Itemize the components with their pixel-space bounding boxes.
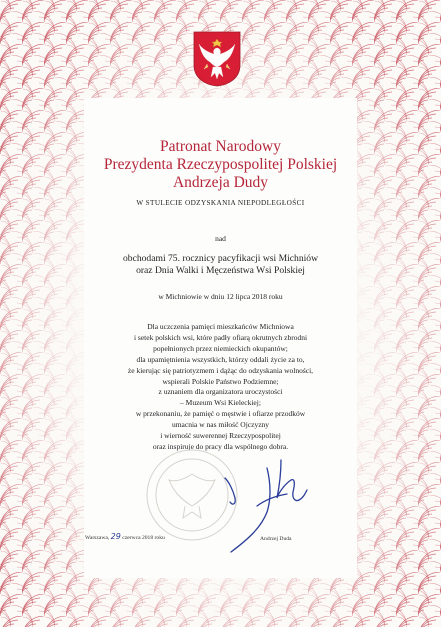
body-line: umacnia w nas miłość Ojczyzny — [171, 420, 270, 430]
issue-place: Warszawa, — [85, 535, 110, 541]
body-line: i setek polskich wsi, które padły ofiarą okrutnych zbrodni — [133, 332, 308, 342]
dedication-text — [0, 322, 441, 453]
polish-eagle-emblem-icon — [193, 31, 241, 87]
title-line-3: Andrzeja Dudy — [172, 174, 269, 191]
subtitle: W STULECIE ODZYSKANIA NIEPODLEGŁOŚCI — [136, 199, 305, 207]
body-line: dla upamiętnienia wszystkich, którzy oddali życie za to, — [136, 354, 305, 364]
patron-title — [0, 138, 441, 192]
body-line: – Muzeum Wsi Kieleckiej; — [180, 398, 261, 408]
issue-day: 29 — [110, 532, 121, 541]
occasion-line-2: oraz Dnia Walki i Męczeństwa Wsi Polskiej — [136, 265, 305, 276]
title-line-1: Patronat Narodowy — [160, 138, 281, 155]
handwritten-signature — [195, 440, 335, 560]
issue-month-year: czerwca 2018 roku — [122, 535, 165, 541]
occasion-line-1: obchodami 75. rocznicy pacyfikacji wsi Michniów — [122, 253, 319, 264]
body-line: Dla uczczenia pamięci mieszkańców Michniowa — [147, 322, 294, 331]
body-line: wspierali Polskie Państwo Podziemne; — [162, 376, 279, 386]
issue-date — [85, 532, 245, 541]
body-line: popełnionych przez niemieckich okupantów; — [153, 343, 288, 353]
body-line: oraz inspiruje do pracy dla wspólnego dobra. — [152, 441, 289, 451]
body-line: że kierując się patriotyzmem i dążąc do odzyskania wolności, — [127, 365, 314, 375]
signatory-name: Andrzej Duda — [260, 536, 292, 542]
place-and-date: w Michniowie w dniu 12 lipca 2018 roku — [158, 292, 283, 301]
body-line: w przekonaniu, że pamięć o męstwie i ofiarze przodków — [135, 409, 306, 419]
nad-label: nad — [215, 234, 226, 243]
title-line-2: Prezydenta Rzeczypospolitej Polskiej — [103, 156, 338, 173]
body-line: i wierność suwerennej Rzeczypospolitej — [160, 431, 281, 441]
occasion-text — [0, 253, 441, 277]
body-line: z uznaniem dla organizatora uroczystości — [158, 387, 283, 397]
